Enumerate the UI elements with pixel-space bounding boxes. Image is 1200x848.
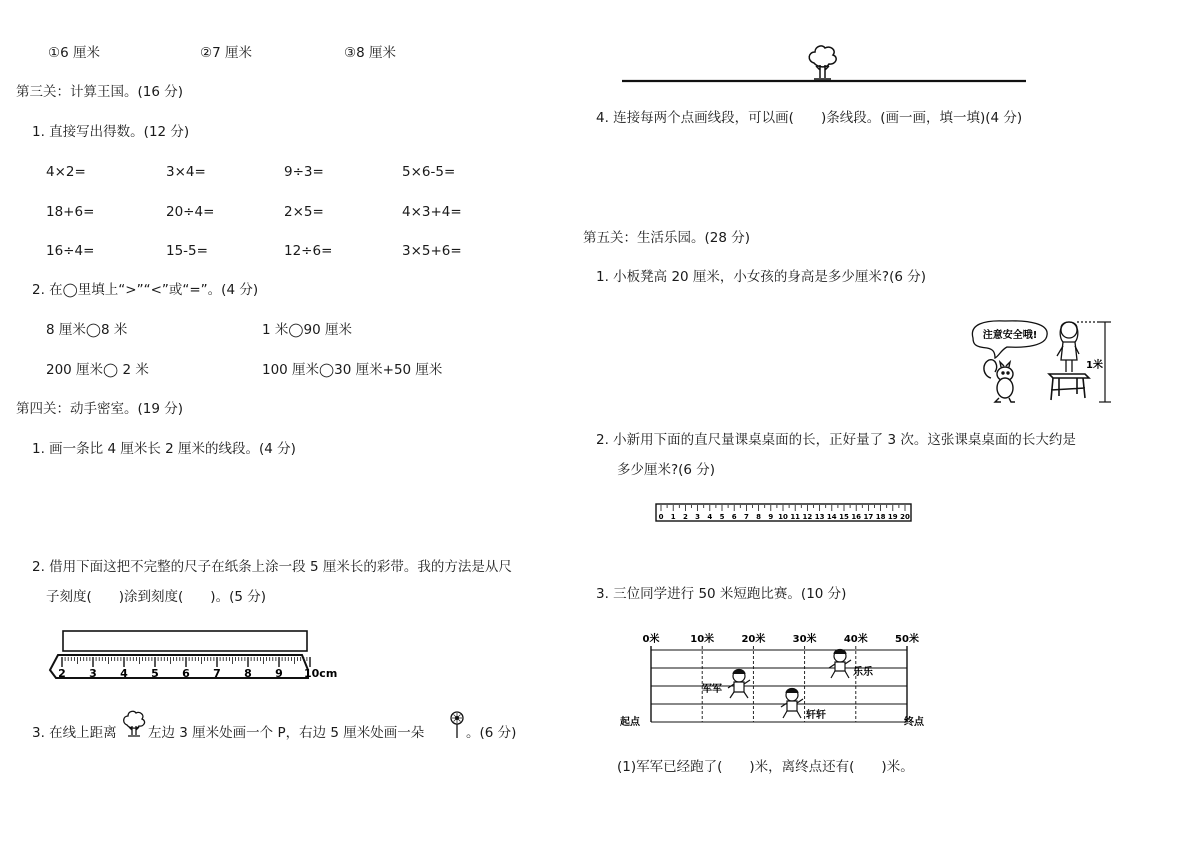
ruler-label: 17	[863, 513, 874, 521]
question-4-1: 1. 画一条比 4 厘米长 2 厘米的线段。(4 分)	[32, 441, 296, 457]
compare-item: 200 厘米◯ 2 米	[46, 362, 149, 378]
calc-item: 12÷6=	[284, 243, 333, 259]
section-4-title: 第四关：动手密室。(19 分)	[16, 401, 184, 417]
question-4-2-line1: 2. 借用下面这把不完整的尺子在纸条上涂一段 5 厘米长的彩带。我的方法是从尺	[32, 559, 512, 575]
calc-item: 20÷4=	[166, 204, 215, 220]
section-3-title: 第三关：计算王国。(16 分)	[16, 84, 184, 100]
ruler-label: 16	[851, 513, 862, 521]
option-2: ②7 厘米	[200, 45, 252, 61]
flower-icon	[448, 710, 466, 740]
question-5-2-line1: 2. 小新用下面的直尺量课桌桌面的长，正好量了 3 次。这张课桌桌面的长大约是	[596, 432, 1076, 448]
ruler-label: 13	[814, 513, 825, 521]
runner-label-junjun: 军军	[702, 684, 722, 695]
ruler-label: 7	[743, 513, 749, 521]
calc-item: 4×2=	[46, 164, 86, 180]
runner-xuanxuan-icon	[781, 689, 803, 719]
tree-icon	[121, 708, 147, 738]
calc-item: 5×6-5=	[402, 164, 456, 180]
stool-icon	[1049, 374, 1089, 400]
question-4-3-part3: 。(6 分)	[466, 725, 517, 741]
ruler-label: 9	[275, 667, 283, 680]
compare-item: 8 厘米◯8 米	[46, 322, 128, 338]
question-4-3-part1: 3. 在线上距离	[32, 725, 117, 741]
ruler-label: 5	[719, 513, 725, 521]
paper-strip	[63, 631, 307, 651]
height-label: 1米	[1086, 360, 1103, 371]
ruler-label: 3	[89, 667, 97, 680]
question-5-3-1: (1)军军已经跑了( )米，离终点还有( )米。	[617, 759, 914, 775]
question-4-3-part2: 左边 3 厘米处画一个 P，右边 5 厘米处画一朵	[148, 725, 425, 741]
runner-label-lele: 乐乐	[853, 667, 873, 678]
distance-label: 30米	[792, 634, 817, 645]
race-track-figure	[618, 630, 938, 730]
compare-item: 1 米◯90 厘米	[262, 322, 352, 338]
incomplete-ruler	[40, 626, 350, 690]
ruler-label: 14	[826, 513, 837, 521]
ruler-label: 8	[244, 667, 252, 680]
ruler-label: 6	[731, 513, 737, 521]
question-4-2-line2: 子刻度( )涂到刻度( )。(5 分)	[46, 589, 266, 605]
question-5-1: 1. 小板凳高 20 厘米，小女孩的身高是多少厘米?(6 分)	[596, 269, 927, 285]
runner-junjun-icon	[728, 670, 750, 699]
distance-label: 40米	[843, 634, 868, 645]
calc-item: 18+6=	[46, 204, 95, 220]
question-5-3: 3. 三位同学进行 50 米短跑比赛。(10 分)	[596, 586, 847, 602]
end-label: 终点	[904, 717, 924, 728]
tree-on-line-figure	[620, 42, 1030, 88]
option-3: ③8 厘米	[344, 45, 396, 61]
distance-label: 50米	[895, 634, 919, 645]
ruler-label: 10cm	[304, 667, 338, 680]
calc-item: 15-5=	[166, 243, 208, 259]
question-3-2-title: 2. 在◯里填上“>”“<”或“=”。(4 分)	[32, 282, 259, 298]
compare-item: 100 厘米◯30 厘米+50 厘米	[262, 362, 443, 378]
ruler-label: 1	[670, 513, 676, 521]
ruler-label: 3	[695, 513, 701, 521]
ruler-label: 2	[58, 667, 66, 680]
question-5-2-line2: 多少厘米?(6 分)	[617, 462, 716, 478]
ruler-label: 10	[778, 513, 788, 521]
distance-label: 10米	[690, 634, 715, 645]
calc-item: 3×5+6=	[402, 243, 462, 259]
ruler-label: 2	[682, 513, 688, 521]
speech-bubble	[972, 321, 1047, 358]
start-label: 起点	[620, 717, 640, 728]
ruler-label: 7	[213, 667, 221, 680]
girl-icon	[1057, 322, 1079, 372]
calc-item: 2×5=	[284, 204, 324, 220]
question-4-4: 4. 连接每两个点画线段，可以画( )条线段。(画一画，填一填)(4 分)	[596, 110, 1023, 126]
section-5-title: 第五关：生活乐园。(28 分)	[583, 230, 751, 246]
calc-item: 9÷3=	[284, 164, 324, 180]
ruler-label: 9	[768, 513, 774, 521]
ruler-label: 20	[900, 513, 910, 521]
squirrel-icon	[984, 360, 1015, 402]
ruler-label: 12	[802, 513, 813, 521]
runner-lele-icon	[829, 650, 851, 679]
question-3-1-title: 1. 直接写出得数。(12 分)	[32, 124, 190, 140]
calc-item: 16÷4=	[46, 243, 95, 259]
ruler-label: 6	[182, 667, 190, 680]
ruler-label: 8	[756, 513, 762, 521]
distance-label: 20米	[741, 634, 766, 645]
ruler-label: 15	[839, 513, 849, 521]
ruler-0-20	[655, 503, 913, 523]
calc-item: 4×3+4=	[402, 204, 462, 220]
ruler-label: 18	[875, 513, 886, 521]
option-1: ①6 厘米	[48, 45, 100, 61]
ruler-label: 0	[658, 513, 664, 521]
ruler-label: 5	[151, 667, 159, 680]
runner-label-xuanxuan: 轩轩	[806, 710, 826, 721]
distance-label: 0米	[642, 634, 660, 645]
calc-item: 3×4=	[166, 164, 206, 180]
ruler-label: 4	[707, 513, 713, 521]
tree-icon	[809, 46, 836, 79]
ruler-label: 4	[120, 667, 128, 680]
ruler-label: 11	[790, 513, 801, 521]
svg-text:注意安全哦!: 注意安全哦!	[982, 330, 1038, 341]
girl-on-stool-illustration	[965, 316, 1115, 408]
ruler-label: 19	[887, 513, 898, 521]
